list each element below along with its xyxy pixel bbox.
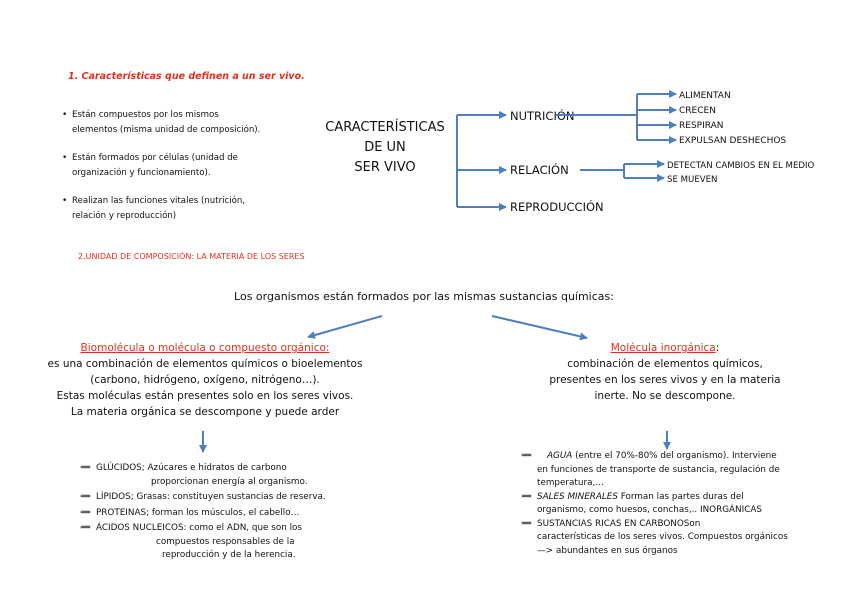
center-line-2: DE UN — [364, 140, 406, 155]
leaf-alimentan: ALIMENTAN — [679, 91, 731, 101]
dash-marker: ➖ — [521, 518, 532, 529]
inorganic-heading-row — [470, 340, 848, 356]
list-item-acidos — [80, 522, 326, 536]
dash-marker: ➖ — [80, 523, 91, 533]
organic-block — [10, 340, 400, 420]
organic-line-1: es una combinación de elementos químicos o bioelementos — [47, 358, 363, 370]
organic-line-3: Estas moléculas están presentes solo en los seres vivos. — [56, 390, 354, 402]
section2-intro: Los organismos están formados por las mismas sustancias químicas: — [234, 290, 614, 303]
bullet-3-line-2: relación y reproducción) — [72, 211, 177, 221]
agua-cont-2: temperatura,… — [537, 478, 605, 488]
arrow-to-organic — [308, 316, 382, 337]
bullet-3-line-1: Realizan las funciones vitales (nutrición, — [72, 196, 246, 206]
inorganic-heading: Molécula inorgánica — [610, 342, 716, 354]
list-item-agua — [521, 450, 788, 464]
inorganic-heading-colon: : — [715, 342, 720, 354]
dash-marker: ➖ — [80, 507, 91, 518]
center-line-1: CARACTERÍSTICAS — [325, 120, 445, 135]
sustancias-cont-1: características de los seres vivos. Compuestos orgánicos — [537, 532, 788, 542]
leaf-crecen: CRECEN — [679, 106, 716, 116]
bullet-dot: • — [62, 196, 68, 206]
organic-line-2: (carbono, hidrógeno, oxígeno, nitrógeno…). — [90, 374, 320, 386]
list-item-sustancias — [521, 518, 788, 532]
dash-marker: ➖ — [80, 492, 91, 502]
bullet-1-line-1: Están compuestos por los mismos — [72, 110, 219, 120]
arrow-to-inorganic — [492, 316, 587, 338]
acidos-title: ÁCIDOS NUCLEICOS — [96, 523, 184, 533]
proteinas-text: ; forman los músculos, el cabello… — [146, 507, 300, 518]
leaf-expulsan: EXPULSAN DESHECHOS — [679, 136, 787, 146]
center-line-3: SER VIVO — [354, 160, 416, 175]
node-relacion: RELACIÓN — [510, 163, 569, 177]
acidos-cont-2: reproducción y de la herencia. — [162, 550, 296, 560]
glucidos-text: ; Azúcares e hidratos de carbono — [141, 463, 287, 473]
agua-text: (entre el 70%-80% del organismo). Interviene — [572, 451, 777, 461]
organic-list — [80, 462, 326, 563]
sustancias-title: SUSTANCIAS RICAS EN CARBONO — [537, 518, 684, 529]
agua-title: AGUA — [547, 451, 573, 461]
sales-cont: organismo, como huesos, conchas,.. INORGÁNICAS — [537, 505, 762, 515]
glucidos-title: GLÚCIDOS — [96, 463, 142, 473]
inorganic-line-1: combinación de elementos químicos, — [567, 358, 763, 370]
sustancias-text: Son — [683, 518, 701, 529]
lipidos-title: LÍPIDOS — [96, 492, 131, 502]
organic-line-4: La materia orgánica se descompone y puede arder — [70, 406, 340, 418]
bullet-1-line-2: elementos (misma unidad de composición). — [72, 125, 261, 135]
leaf-se-mueven: SE MUEVEN — [667, 175, 718, 185]
leaf-respiran: RESPIRAN — [679, 121, 724, 131]
inorganic-list — [521, 450, 788, 558]
dash-marker: ➖ — [521, 451, 532, 461]
list-item-lipidos — [80, 491, 326, 505]
node-nutricion: NUTRICIÓN — [510, 109, 575, 123]
list-item-proteinas — [80, 507, 326, 521]
sales-title: SALES MINERALES — [537, 491, 618, 502]
list-item-glucidos — [80, 462, 326, 476]
inorganic-line-3: inerte. No se descompone. — [594, 390, 736, 402]
bullet-2-line-2: organización y funcionamiento). — [72, 168, 211, 178]
leaf-detectan: DETECTAN CAMBIOS EN EL MEDIO — [667, 161, 815, 171]
organic-heading: Biomolécula o molécula o compuesto orgánico: — [80, 342, 330, 354]
glucidos-cont: proporcionan energía al organismo. — [151, 476, 308, 487]
bullet-dot: • — [62, 153, 68, 163]
acidos-cont-1: compuestos responsables de la — [156, 536, 295, 547]
section2-title: 2.UNIDAD DE COMPOSICIÓN: LA MATERIA DE LOS SERES — [78, 252, 305, 261]
sales-text: Forman las partes duras del — [617, 491, 744, 502]
section1-title: 1. Características que definen a un ser vivo. — [68, 71, 305, 82]
bullet-2-line-1: Están formados por células (unidad de — [72, 153, 238, 163]
agua-cont-1: en funciones de transporte de sustancia, regulación de — [537, 464, 780, 475]
lipidos-text: ; Grasas: constituyen sustancias de reserva. — [130, 492, 326, 502]
dash-marker: ➖ — [80, 463, 91, 473]
node-reproduccion: REPRODUCCIÓN — [510, 200, 604, 214]
inorganic-block — [470, 340, 848, 404]
sustancias-cont-2: —> abundantes en sus órganos — [537, 545, 678, 556]
proteinas-title: PROTEINAS — [96, 507, 147, 518]
dash-marker: ➖ — [521, 491, 532, 502]
bullet-dot: • — [62, 110, 68, 120]
list-item-sales — [521, 491, 788, 505]
acidos-text: : como el ADN, que son los — [183, 523, 303, 533]
inorganic-line-2: presentes en los seres vivos y en la materia — [549, 374, 781, 386]
